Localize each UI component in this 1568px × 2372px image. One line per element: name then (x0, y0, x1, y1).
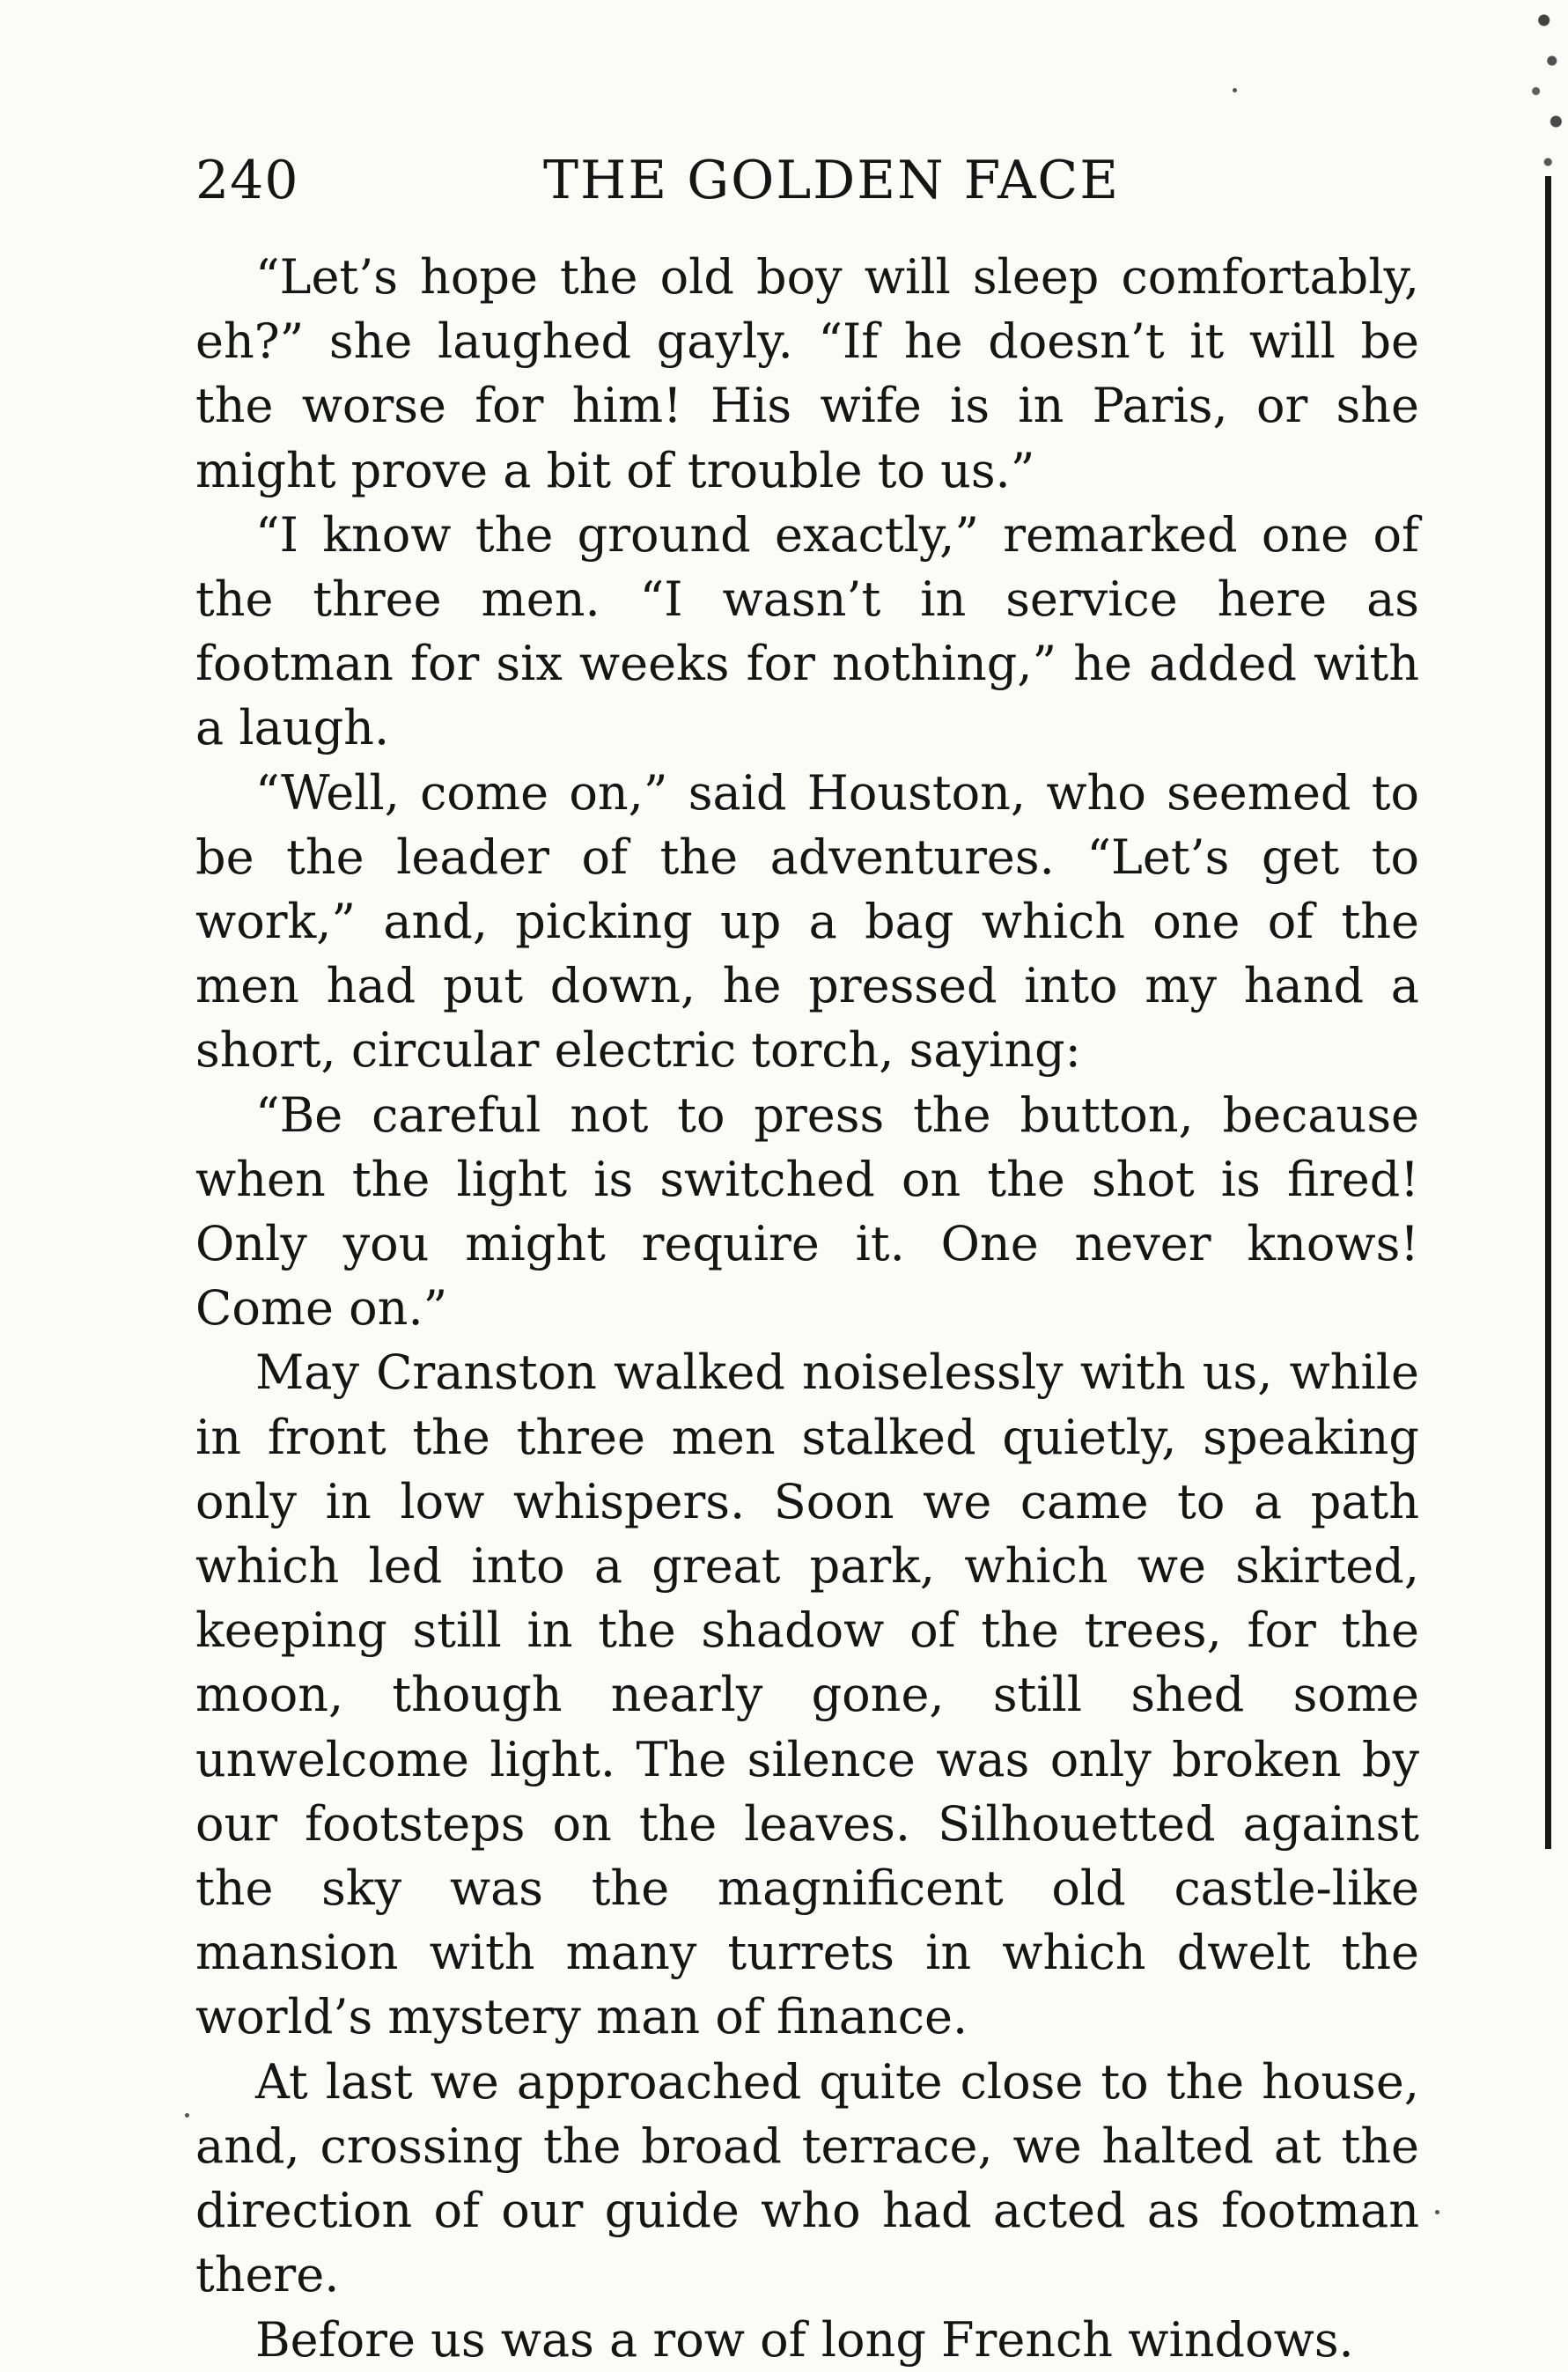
scan-dust-dot (1233, 88, 1237, 92)
scan-edge-rule (1545, 176, 1551, 1849)
paragraph: May Cranston walked noiselessly with us, while in front the three men stalked quietly, speaking only in low whispers. Soon we came to a path which led into a great park, which we skirted, keeping still in the shadow of the trees, for the moon, though nearly gone, still shed some unwelcome light. The silence was only broken by our footsteps on the leaves. Silhouetted against the sky was the magnificent old castle-like mansion with many turrets in which dwelt the world’s mystery man of finance. (195, 1344, 1419, 2045)
running-head (195, 141, 1419, 220)
paragraph: “Let’s hope the old boy will sleep comfortably, eh?” she laughed gayly. “If he doesn’t it will be the worse for him! His wife is in Paris, or she might prove a bit of trouble to us.” (195, 249, 1419, 498)
paragraph: “Well, come on,” said Houston, who seemed to be the leader of the adventures. “Let’s get to work,” and, picking up a bag which one of the men had put down, he pressed into my hand a short, circular electric torch, saying: (195, 764, 1419, 1079)
paragraph: At last we approached quite close to the house, and, crossing the broad terrace, we halted at the direction of our guide who had acted as footman there. (195, 2053, 1419, 2303)
page-number: 240 (195, 150, 299, 211)
book-title: THE GOLDEN FACE (543, 150, 1121, 211)
body-text (195, 245, 1419, 2372)
scan-dust-dot (185, 2113, 189, 2118)
scan-edge-speckle (1488, 0, 1568, 203)
paragraph: “I know the ground exactly,” remarked one of the three men. “I wasn’t in service here as footman for six weeks for nothing,” he added with a laugh. (195, 506, 1419, 756)
scan-dust-dot (1435, 2210, 1439, 2214)
paragraph: Before us was a row of long French windows. (255, 2311, 1354, 2368)
paragraph: “Be careful not to press the button, because when the light is switched on the shot is fired! Only you might require it. One never knows! Come on.” (195, 1087, 1419, 1337)
